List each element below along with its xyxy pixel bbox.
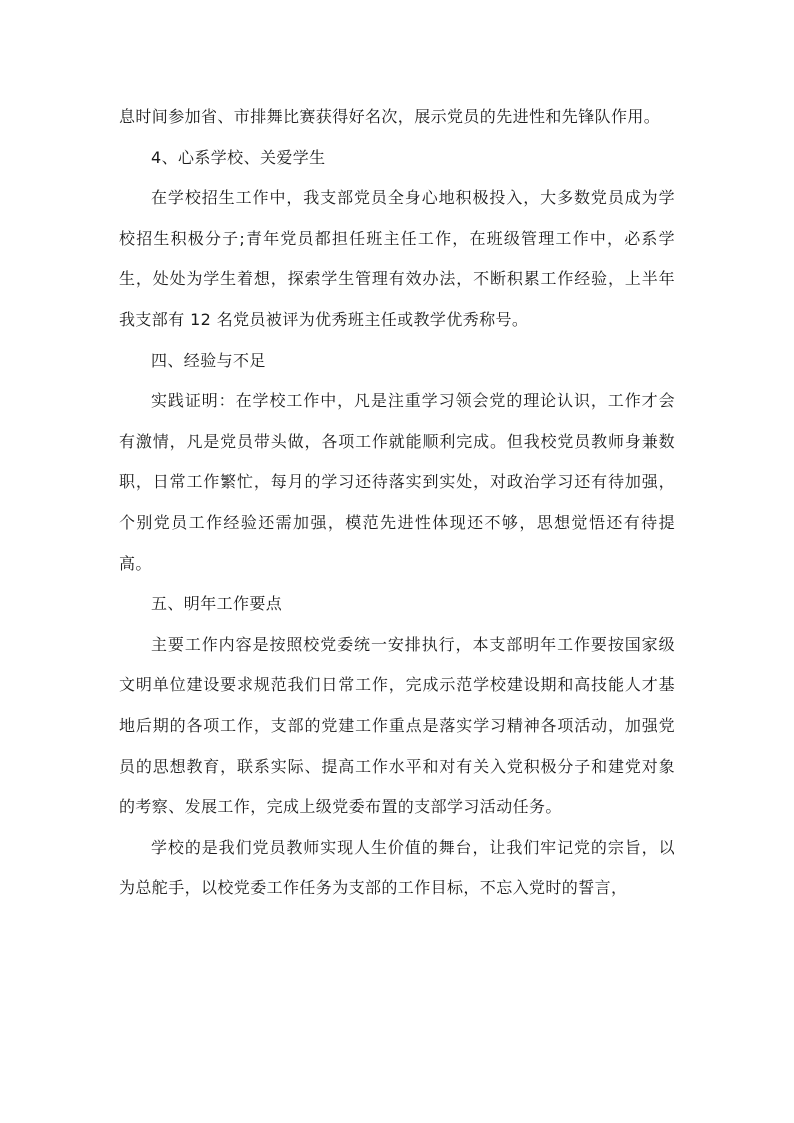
section-heading-next-year-priorities: 五、明年工作要点 bbox=[151, 594, 283, 614]
document-body bbox=[119, 97, 675, 909]
section-heading-experience-and-shortcomings: 四、经验与不足 bbox=[151, 350, 266, 370]
paragraph-main-work: 主要工作内容是按照校党委统一安排执行，本支部明年工作要按国家级文明单位建设要求规范我们日常工作，完成示范学校建设期和高技能人才基地后期的各项工作，支部的党建工作重点是落实学习精神各项活动，加强党员的思想教育，联系实际、提高工作水平和对有关入党积极分子和建党对象的考察、发展工作，完成上级党委布置的支部学习活动任务。 bbox=[119, 634, 675, 817]
paragraph-practice-proves: 实践证明：在学校工作中，凡是注重学习领会党的理论认识，工作才会有激情，凡是党员带头做，各项工作就能顺利完成。但我校党员教师身兼数职，日常工作繁忙，每月的学习还待落实到实处，对政治学习还有待加强，个别党员工作经验还需加强，模范先进性体现还不够，思想觉悟还有待提高。 bbox=[119, 391, 675, 573]
paragraph-closing: 学校的是我们党员教师实现人生价值的舞台，让我们牢记党的宗旨，以为总舵手，以校党委工作任务为支部的工作目标，不忘入党时的誓言， bbox=[119, 837, 675, 898]
paragraph-continuation: 息时间参加省、市排舞比赛获得好名次，展示党员的先进性和先锋队作用。 bbox=[119, 107, 661, 126]
section-heading-care-for-students: 4、心系学校、关爱学生 bbox=[151, 147, 326, 167]
paragraph-enrollment-work: 在学校招生工作中，我支部党员全身心地积极投入，大多数党员成为学校招生积极分子;青年党员都担任班主任工作，在班级管理工作中，必系学生，处处为学生着想，探索学生管理有效办法，不断积累工作经验，上半年我支部有 12 名党员被评为优秀班主任或教学优秀称号。 bbox=[119, 188, 675, 329]
